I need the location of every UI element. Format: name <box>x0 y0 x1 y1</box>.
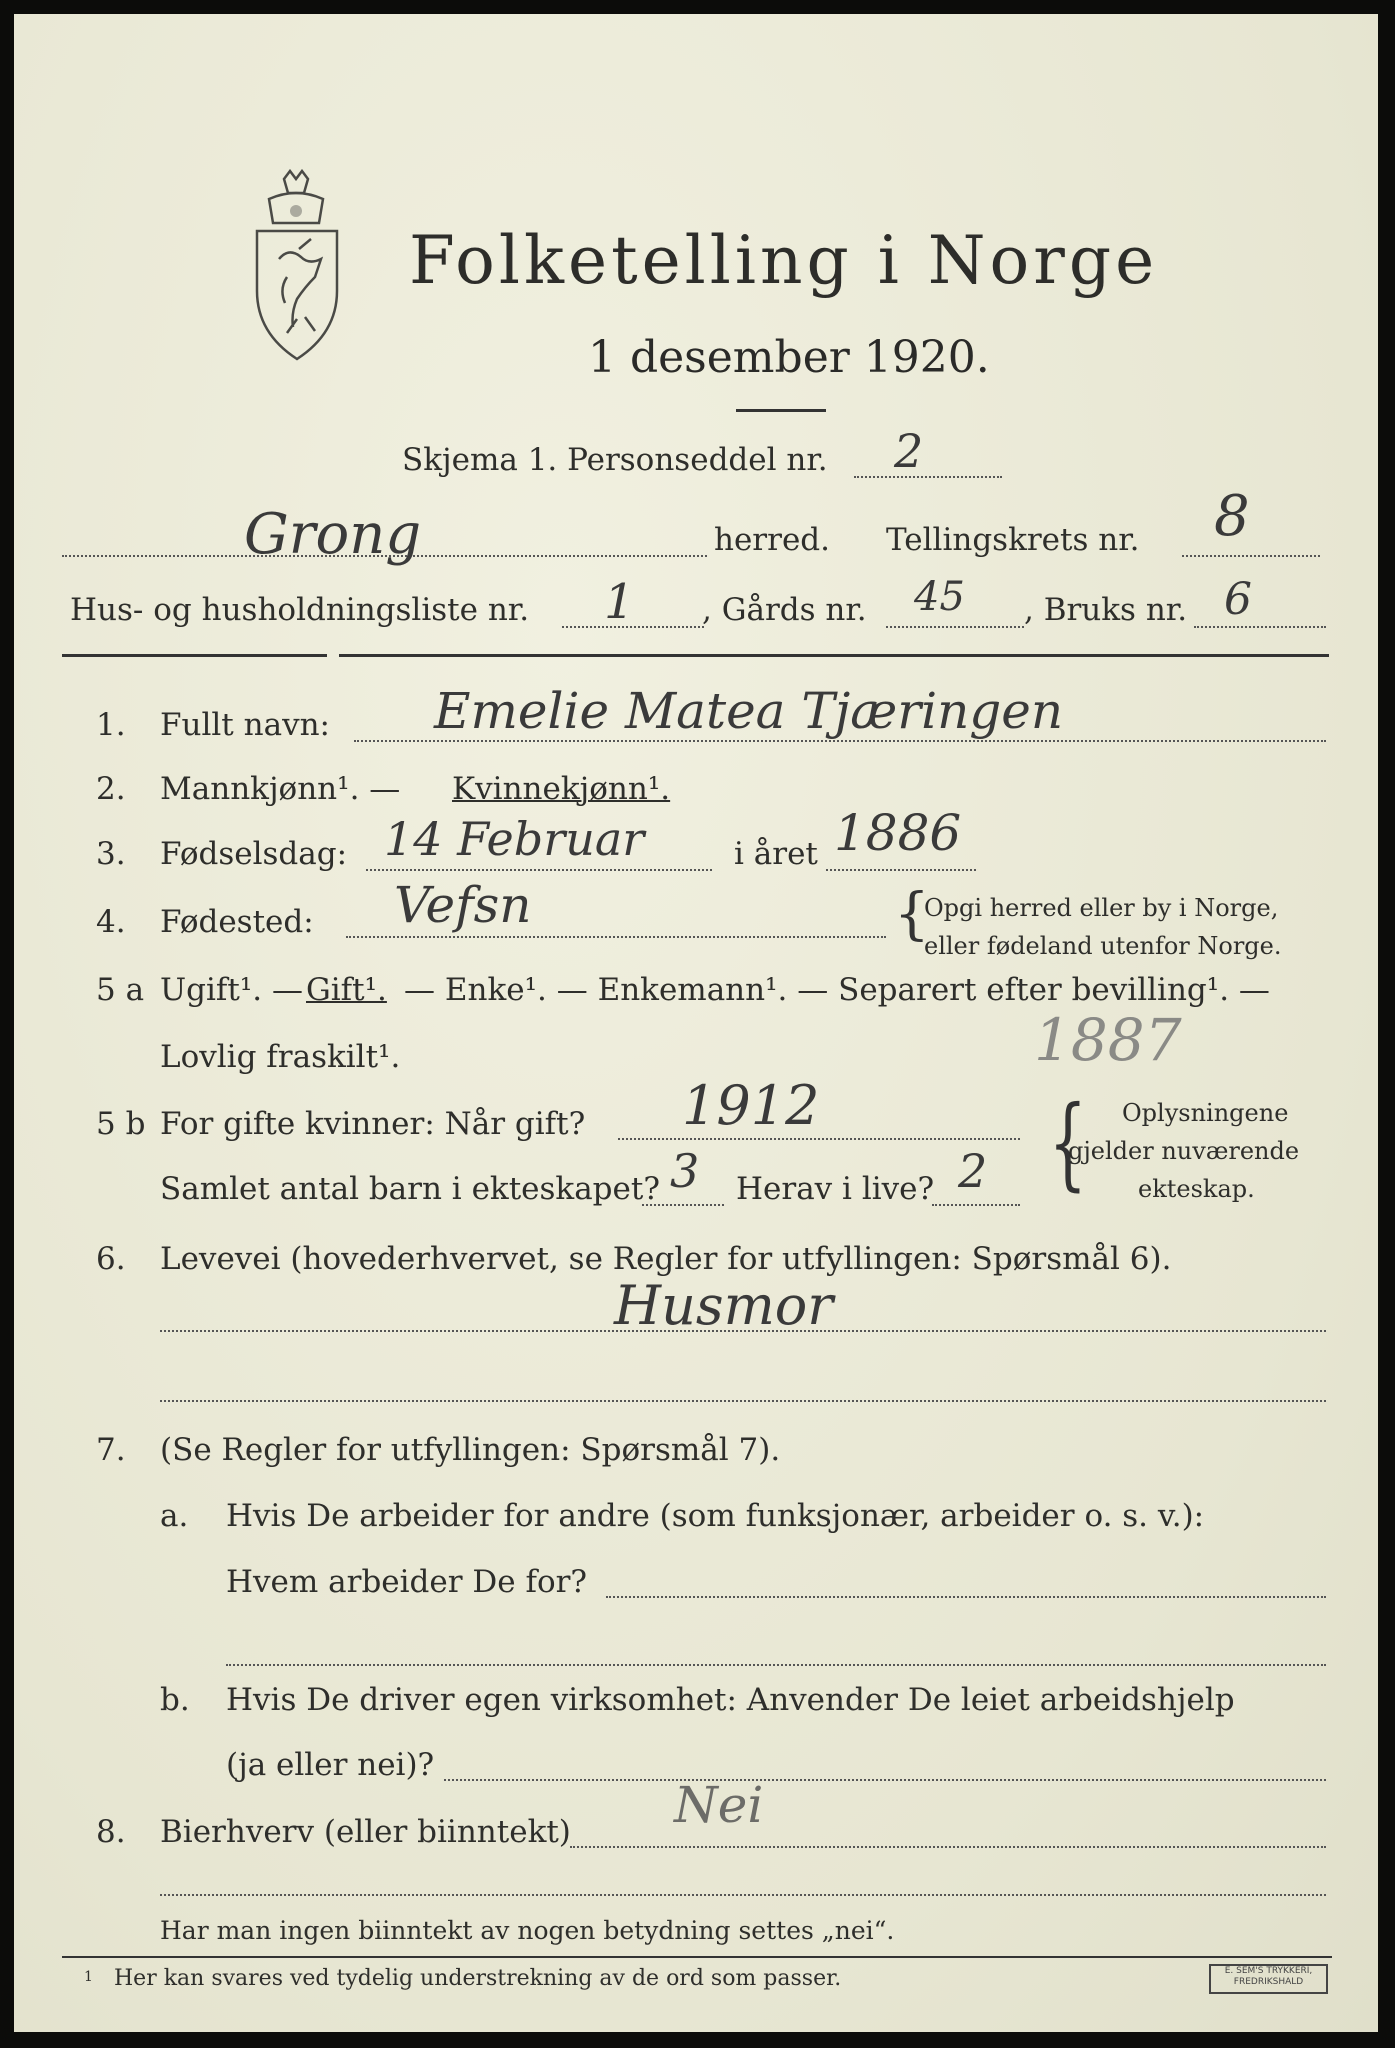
title-divider <box>736 409 826 412</box>
q3-year-line <box>826 869 976 871</box>
header-rule-right <box>339 654 1329 657</box>
q3-label: Fødselsdag: <box>160 836 348 872</box>
q5b-note-line2: gjelder nuværende <box>1068 1137 1300 1165</box>
q7b-letter: b. <box>160 1682 190 1718</box>
q4-label: Fødested: <box>160 904 314 940</box>
q5b-note-line1: Oplysningene <box>1122 1099 1289 1127</box>
norway-coat-of-arms-icon <box>239 169 354 369</box>
q7a-extra-line <box>226 1664 1326 1666</box>
q4-line <box>346 936 886 938</box>
census-form-page <box>14 14 1378 2032</box>
biinntekt-note: Har man ingen biinntekt av nogen betydning settes „nei“. <box>160 1916 895 1945</box>
children-count-value: 3 <box>670 1144 700 1198</box>
schema-line <box>854 476 1002 478</box>
bruks-line <box>1194 626 1326 628</box>
birth-year-value: 1886 <box>834 804 962 862</box>
q7b-label: Hvis De driver egen virksomhet: Anvender De leiet arbeidshjelp <box>226 1682 1235 1718</box>
q6-line1 <box>160 1330 1326 1332</box>
gards-value: 45 <box>914 574 965 620</box>
q5b-alive-line <box>932 1204 1020 1206</box>
q5a-gift-option: Gift¹. <box>306 972 387 1008</box>
q8-extra-line <box>160 1894 1326 1896</box>
q4-note-line1: Opgi herred eller by i Norge, <box>924 894 1279 922</box>
q7b-yes-no-label: (ja eller nei)? <box>226 1747 435 1783</box>
q5a-ugift-option: Ugift¹. — <box>160 972 303 1008</box>
q5b-alive-label: Herav i live? <box>736 1171 935 1207</box>
q7-label: (Se Regler for utfyllingen: Spørsmål 7). <box>160 1432 781 1468</box>
q6-line2 <box>160 1400 1326 1402</box>
married-year-value: 1912 <box>682 1074 820 1137</box>
margin-note-year: 1887 <box>1034 1006 1182 1074</box>
occupation-value: Husmor <box>614 1274 834 1337</box>
q5b-brace: { <box>1048 1084 1087 1201</box>
q3-number: 3. <box>96 836 126 872</box>
q3-year-label: i året <box>734 836 818 872</box>
full-name-value: Emelie Matea Tjæringen <box>434 682 1064 740</box>
q7a-letter: a. <box>160 1498 189 1534</box>
birthday-value: 14 Februar <box>384 812 645 866</box>
printer-stamp: E. SEM'S TRYKKERI, FREDRIKSHALD <box>1209 1964 1328 1994</box>
footnote-marker: 1 <box>84 1969 93 1985</box>
form-title: Folketelling i Norge <box>409 222 1159 299</box>
personseddel-number: 2 <box>894 424 924 478</box>
q7-number: 7. <box>96 1432 126 1468</box>
q7a-employer-label: Hvem arbeider De for? <box>226 1564 588 1600</box>
tellingskrets-value: 8 <box>1214 484 1250 549</box>
q5b-number: 5 b <box>96 1106 146 1142</box>
q5b-children-line <box>642 1204 724 1206</box>
q5b-married-line <box>618 1138 1020 1140</box>
q5a-number: 5 a <box>96 972 145 1008</box>
bruks-label: , Bruks nr. <box>1024 592 1188 628</box>
q5b-children-label: Samlet antal barn i ekteskapet? <box>160 1171 660 1207</box>
q8-label: Bierhverv (eller biinntekt) <box>160 1814 571 1850</box>
footnote-text: Her kan svares ved tydelig understrekning av de ord som passer. <box>114 1966 842 1991</box>
q6-number: 6. <box>96 1241 126 1277</box>
q1-line <box>354 740 1326 742</box>
husholdningsliste-value: 1 <box>604 574 635 630</box>
q2-female-option: Kvinnekjønn¹. <box>452 771 671 807</box>
herred-value: Grong <box>244 502 422 567</box>
gards-line <box>886 626 1024 628</box>
tellingskrets-line <box>1182 555 1320 557</box>
side-income-value: Nei <box>674 1776 764 1834</box>
q7b-line <box>444 1779 1326 1781</box>
q2-number: 2. <box>96 771 126 807</box>
q3-birthday-line <box>366 869 712 871</box>
q7a-label: Hvis De arbeider for andre (som funksjonær, arbeider o. s. v.): <box>226 1498 1205 1534</box>
children-alive-value: 2 <box>958 1144 988 1198</box>
husholdningsliste-label: Hus- og husholdningsliste nr. <box>70 592 530 628</box>
q2-male-option: Mannkjønn¹. — <box>160 771 401 807</box>
q5a-fraskilt-option: Lovlig fraskilt¹. <box>160 1039 401 1075</box>
gards-label: , Gårds nr. <box>702 592 867 628</box>
q8-number: 8. <box>96 1814 126 1850</box>
q5b-label: For gifte kvinner: Når gift? <box>160 1106 586 1142</box>
q5b-note-line3: ekteskap. <box>1138 1175 1255 1203</box>
schema-label: Skjema 1. Personseddel nr. <box>402 442 828 478</box>
herred-label: herred. <box>714 522 830 558</box>
tellingskrets-label: Tellingskrets nr. <box>886 522 1140 558</box>
q1-label: Fullt navn: <box>160 707 330 743</box>
census-date: 1 desember 1920. <box>588 332 990 383</box>
bruks-value: 6 <box>1224 574 1252 625</box>
q4-brace: { <box>894 882 930 947</box>
q7a-employer-line <box>606 1596 1326 1598</box>
q5a-other-options: — Enke¹. — Enkemann¹. — Separert efter bevilling¹. — <box>404 972 1270 1008</box>
footnote-rule <box>62 1956 1332 1958</box>
q4-note-line2: eller fødeland utenfor Norge. <box>924 932 1282 960</box>
header-rule-left <box>62 654 327 657</box>
q4-number: 4. <box>96 904 126 940</box>
q8-line <box>570 1846 1326 1848</box>
birthplace-value: Vefsn <box>394 876 532 934</box>
q1-number: 1. <box>96 707 126 743</box>
q6-label: Levevei (hovederhvervet, se Regler for utfyllingen: Spørsmål 6). <box>160 1241 1172 1277</box>
